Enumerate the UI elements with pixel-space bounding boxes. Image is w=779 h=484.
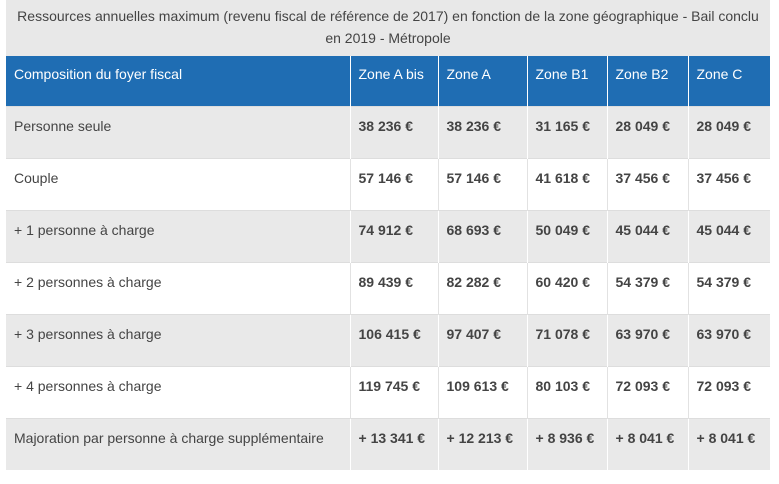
cell-value: 119 745 € <box>350 366 438 418</box>
income-limits-table <box>6 56 770 470</box>
header-zone-a-bis: Zone A bis <box>350 56 438 106</box>
cell-value: 80 103 € <box>527 366 607 418</box>
header-zone-b1: Zone B1 <box>527 56 607 106</box>
table-caption: Ressources annuelles maximum (revenu fiscal de référence de 2017) en fonction de la zone géographique - Bail conclu en 2019 - Métropole <box>6 0 770 56</box>
table-row <box>6 418 770 470</box>
header-zone-c: Zone C <box>688 56 770 106</box>
table-row <box>6 210 770 262</box>
cell-value: 72 093 € <box>607 366 688 418</box>
cell-value: 38 236 € <box>438 106 527 158</box>
cell-value: 82 282 € <box>438 262 527 314</box>
cell-value: + 8 041 € <box>607 418 688 470</box>
table-body <box>6 106 770 470</box>
cell-value: 41 618 € <box>527 158 607 210</box>
cell-value: 74 912 € <box>350 210 438 262</box>
cell-value: 89 439 € <box>350 262 438 314</box>
cell-value: 63 970 € <box>607 314 688 366</box>
row-label: Personne seule <box>6 106 350 158</box>
table-row <box>6 314 770 366</box>
cell-value: 45 044 € <box>607 210 688 262</box>
cell-value: 97 407 € <box>438 314 527 366</box>
cell-value: 50 049 € <box>527 210 607 262</box>
cell-value: 57 146 € <box>438 158 527 210</box>
cell-value: 72 093 € <box>688 366 770 418</box>
cell-value: 37 456 € <box>607 158 688 210</box>
header-composition: Composition du foyer fiscal <box>6 56 350 106</box>
cell-value: 31 165 € <box>527 106 607 158</box>
cell-value: + 8 041 € <box>688 418 770 470</box>
cell-value: 54 379 € <box>688 262 770 314</box>
cell-value: 38 236 € <box>350 106 438 158</box>
row-label: Couple <box>6 158 350 210</box>
header-row <box>6 56 770 106</box>
row-label: Majoration par personne à charge supplémentaire <box>6 418 350 470</box>
table-row <box>6 158 770 210</box>
cell-value: 57 146 € <box>350 158 438 210</box>
table-row <box>6 366 770 418</box>
cell-value: 71 078 € <box>527 314 607 366</box>
header-zone-b2: Zone B2 <box>607 56 688 106</box>
cell-value: 60 420 € <box>527 262 607 314</box>
row-label: + 4 personnes à charge <box>6 366 350 418</box>
table-row <box>6 262 770 314</box>
cell-value: 28 049 € <box>688 106 770 158</box>
table-row <box>6 106 770 158</box>
cell-value: 63 970 € <box>688 314 770 366</box>
row-label: + 2 personnes à charge <box>6 262 350 314</box>
cell-value: 109 613 € <box>438 366 527 418</box>
cell-value: 37 456 € <box>688 158 770 210</box>
cell-value: 54 379 € <box>607 262 688 314</box>
cell-value: + 13 341 € <box>350 418 438 470</box>
cell-value: 68 693 € <box>438 210 527 262</box>
cell-value: + 8 936 € <box>527 418 607 470</box>
cell-value: 45 044 € <box>688 210 770 262</box>
header-zone-a: Zone A <box>438 56 527 106</box>
row-label: + 3 personnes à charge <box>6 314 350 366</box>
cell-value: 106 415 € <box>350 314 438 366</box>
cell-value: + 12 213 € <box>438 418 527 470</box>
cell-value: 28 049 € <box>607 106 688 158</box>
row-label: + 1 personne à charge <box>6 210 350 262</box>
table-header <box>6 56 770 106</box>
